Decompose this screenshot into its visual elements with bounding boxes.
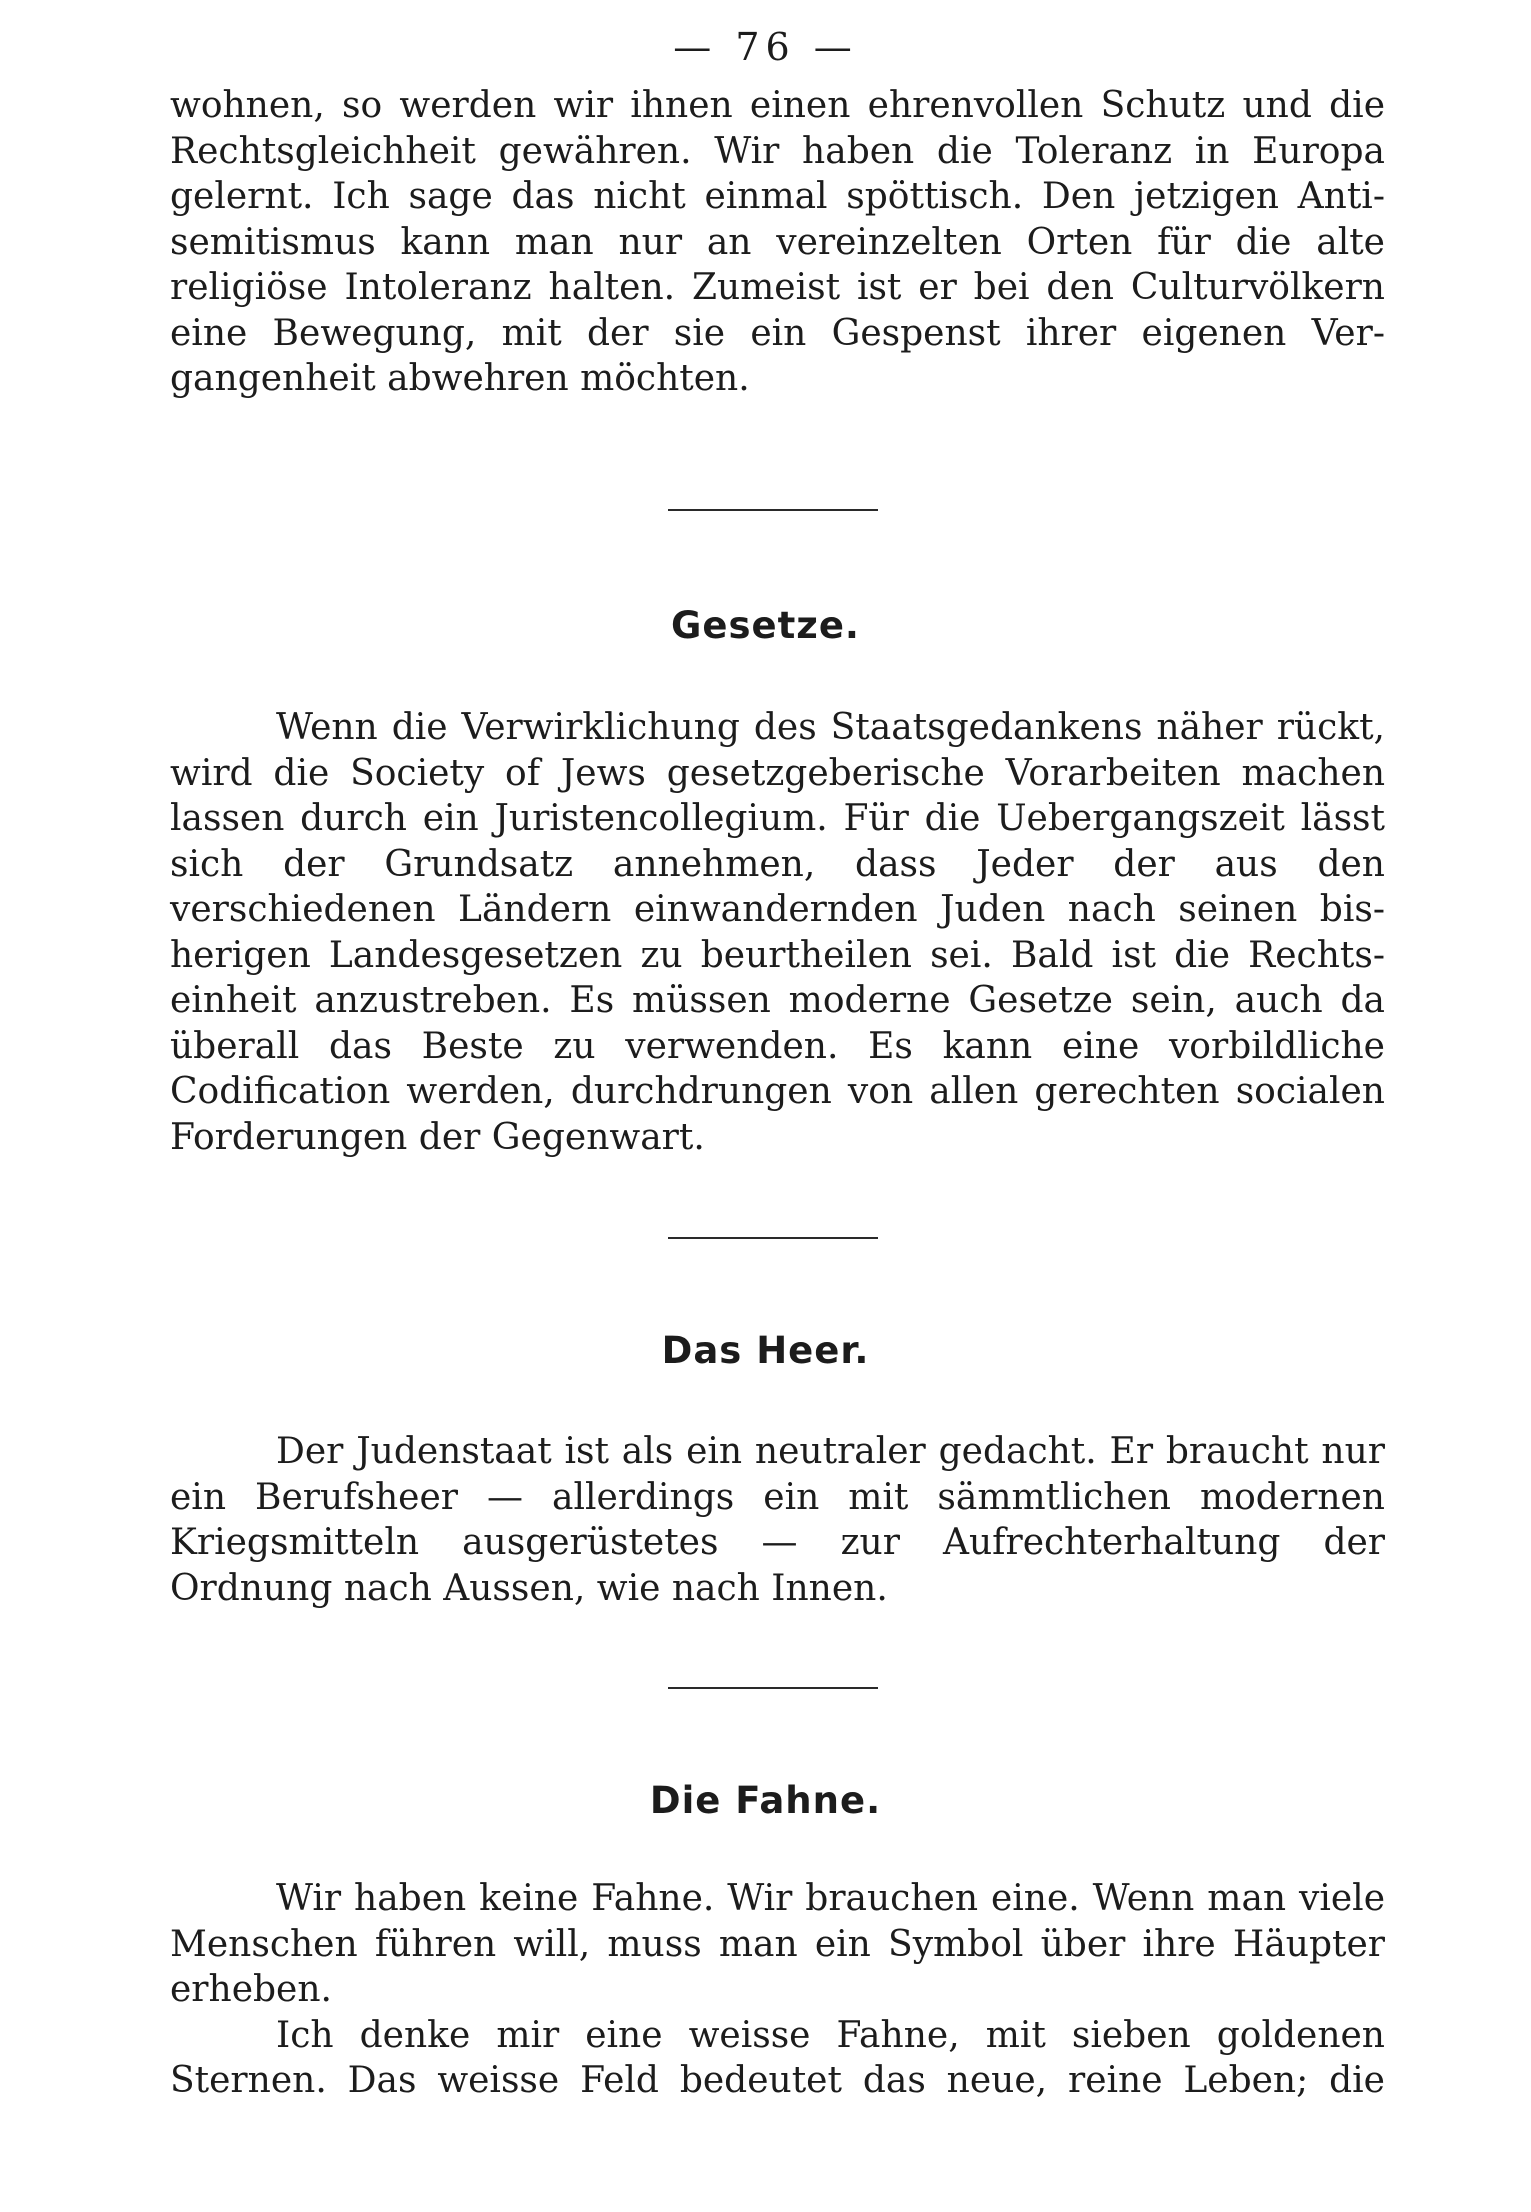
page-number: — 76 —	[673, 25, 858, 69]
paragraph: Wenn die Verwirklichung des Staatsgedankens näher rückt, wird die Society of Jews gesetzgeberische Vorarbeiten machen lassen durch ein Juristencollegium. Für die Uebergangszeit lässt sich der Grundsatz annehmen, dass Jeder der aus den verschiedenen Ländern einwandernden Juden nach seinen bisherigen Landesgesetzen zu beurtheilen sei. Bald ist die Rechtseinheit anzustreben. Es müssen moderne Gesetze sein, auch da überall das Beste zu verwenden. Es kann eine vorbildliche Codification werden, durchdrungen von allen gerechten socialen Forderungen der Gegenwart.	[170, 707, 1385, 1158]
section-divider	[668, 509, 878, 511]
section-heading-die-fahne: Die Fahne.	[649, 1779, 882, 1822]
paragraph: Der Judenstaat ist als ein neutraler gedacht. Er braucht nur ein Berufsheer — allerdings ein mit sämmtlichen modernen Kriegsmitteln ausgerüstetes — zur Aufrechterhaltung der Ordnung nach Aussen, wie nach Innen.	[170, 1431, 1385, 1609]
section-body-gesetze	[170, 705, 1385, 1160]
intro-text: wohnen, so werden wir ihnen einen ehrenvollen Schutz und die Rechtsgleichheit gewähren. Wir haben die Toleranz in Europa gelernt. Ich sage das nicht einmal spöttisch. Den jetzigen Antisemitismus kann man nur an vereinzelten Orten für die alte religiöse Intoleranz halten. Zumeist ist er bei den Culturvölkern eine Bewegung, mit der sie ein Gespenst ihrer eigenen Vergangenheit abwehren möchten.	[170, 85, 1385, 399]
section-divider	[668, 1687, 878, 1689]
section-heading-das-heer: Das Heer.	[661, 1329, 870, 1372]
section-body-die-fahne	[170, 1876, 1385, 2104]
section-body-das-heer	[170, 1429, 1385, 1611]
intro-paragraph	[170, 83, 1385, 402]
paragraph: Wir haben keine Fahne. Wir brauchen eine. Wenn man viele Menschen führen will, muss man ein Symbol über ihre Häupter erheben.	[170, 1878, 1385, 2010]
section-heading-gesetze: Gesetze.	[671, 604, 860, 647]
section-divider	[668, 1237, 878, 1239]
paragraph: Ich denke mir eine weisse Fahne, mit sieben goldenen Sternen. Das weisse Feld bedeutet das neue, reine Leben; die	[170, 2014, 1385, 2101]
